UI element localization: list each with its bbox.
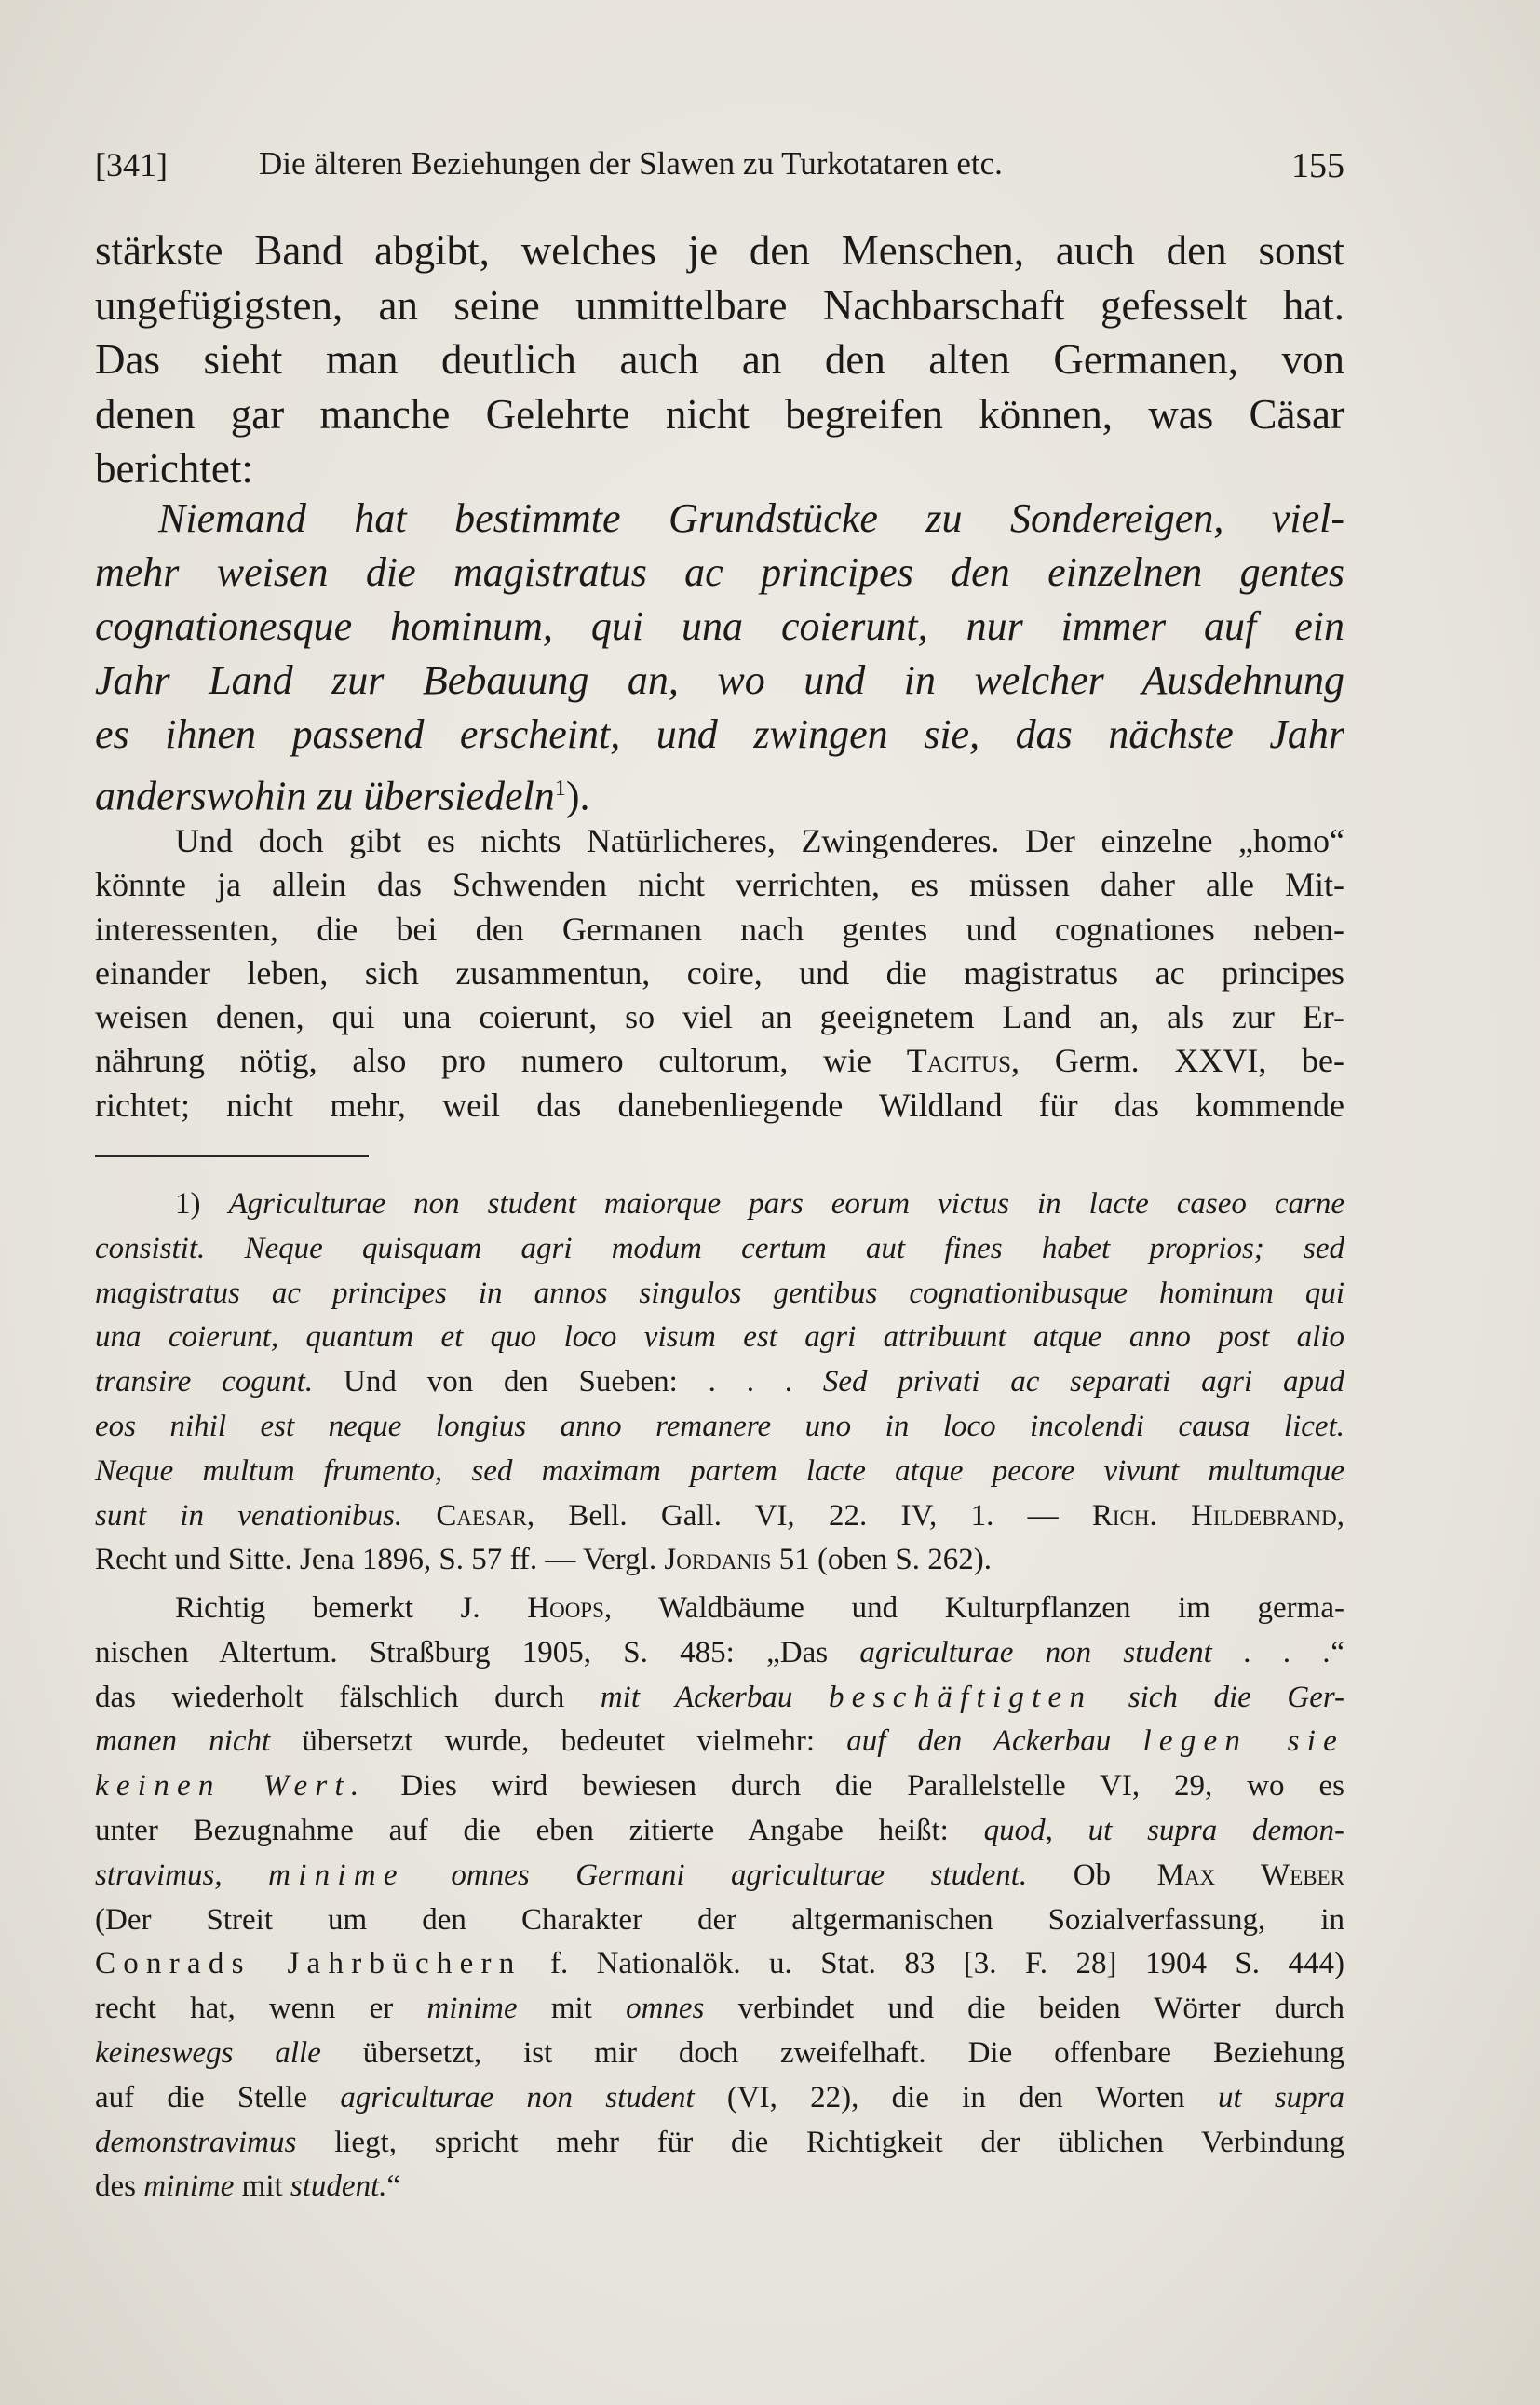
footnote-line: eos nihil est neque longius anno remanere uno in loco incolendi causa licet. xyxy=(95,1409,1344,1443)
footnote-continuation xyxy=(95,1587,1344,2209)
text-run: “ xyxy=(1331,1635,1345,1669)
text-run: “ xyxy=(386,2169,401,2204)
footnote-line: magistratus ac principes in annos singulos gentibus cognationibusque hominum qui xyxy=(95,1276,1344,1310)
quote-line xyxy=(95,762,1344,824)
text-run: auf die Stelle xyxy=(95,2080,308,2115)
latin-text: quod, ut supra demon- xyxy=(983,1813,1344,1847)
main-paragraph xyxy=(95,223,1344,496)
text-run: liegt, spricht mehr für die Richtigkeit der üblichen Verbindung xyxy=(334,2125,1344,2159)
latin-text: Sed privati ac separati agri apud xyxy=(822,1365,1345,1399)
text-run: übersetzt wurde, bedeutet vielmehr: xyxy=(302,1724,815,1759)
page-number: 155 xyxy=(1291,146,1344,185)
text-run: nährung nötig, also pro numero cultorum, wie xyxy=(95,1042,872,1080)
latin-text: Agriculturae non student maiorque pars eorum victus in lacte caseo carne xyxy=(228,1187,1344,1221)
footnote-line xyxy=(95,2076,1344,2121)
text-line: berichtet: xyxy=(95,445,253,492)
spaced-italic-text: keinen Wert. xyxy=(95,1769,367,1804)
quote-end: ). xyxy=(565,773,590,819)
text-run: mit xyxy=(550,1992,592,2026)
spaced-italic-text: minime xyxy=(268,1858,405,1892)
footnote-1 xyxy=(95,1182,1344,1583)
text-run: übersetzt, ist mir doch zweifelhaft. Die offenbare Beziehung xyxy=(362,2035,1345,2070)
footnote-reference[interactable]: 1 xyxy=(554,776,566,801)
text-run: mit xyxy=(241,2169,283,2204)
text-run: , Germ. XXVI, be- xyxy=(1011,1042,1345,1080)
footnote-line xyxy=(95,2121,1344,2166)
latin-text: omnes Germani agriculturae student. xyxy=(451,1858,1028,1892)
italic-text: auf den Ackerbau xyxy=(846,1724,1112,1759)
latin-text: demonstravimus xyxy=(95,2125,297,2159)
footnote-line xyxy=(95,1182,1344,1227)
caesar-quotation xyxy=(95,492,1344,824)
text-line: ungefügigsten, an seine unmittelbare Nachbarschaft gefesselt hat. xyxy=(95,281,1344,329)
text-line xyxy=(95,1039,1344,1083)
italic-text: mit Ackerbau xyxy=(600,1680,793,1714)
latin-text: agriculturae non student xyxy=(340,2080,695,2115)
footnote-line: consistit. Neque quisquam agri modum certum aut fines habet proprios; sed xyxy=(95,1231,1344,1265)
text-run: , Waldbäume und Kulturpflanzen im germa- xyxy=(603,1591,1344,1625)
author-name: Caesar xyxy=(436,1498,527,1533)
latin-text: ut supra xyxy=(1217,2080,1345,2115)
text-line: könnte ja allein das Schwenden nicht verrichten, es müssen daher alle Mit- xyxy=(95,866,1344,904)
text-run: das wiederholt fälschlich durch xyxy=(95,1680,565,1714)
text-run: Dies wird bewiesen durch die Parallelstelle VI, 29, wo es xyxy=(400,1769,1344,1804)
quote-text: anderswohin zu übersiedeln xyxy=(95,773,555,819)
text-run: verbindet und die beiden Wörter durch xyxy=(737,1992,1345,2026)
author-name: Hoops xyxy=(527,1591,604,1625)
footnote-line: Neque multum frumento, sed maximam partem lacte atque pecore vivunt multumque xyxy=(95,1453,1344,1488)
footnote-line xyxy=(95,1587,1344,1631)
text-line: Das sieht man deutlich auch an den alten Germanen, von xyxy=(95,336,1344,383)
text-run: Recht und Sitte. Jena 1896, S. 57 ff. — Vergl. xyxy=(95,1543,657,1577)
footnote-line xyxy=(95,1720,1344,1764)
page-header xyxy=(95,140,1344,196)
spaced-italic-text: beschäftigten xyxy=(828,1680,1093,1714)
footnote-line xyxy=(95,1764,1344,1809)
quote-line: Niemand hat bestimmte Grundstücke zu Sondereigen, viel- xyxy=(158,495,1344,541)
text-line: Und doch gibt es nichts Natürlicheres, Zwingenderes. Der einzelne „homo“ xyxy=(175,822,1344,859)
bracketed-page-number: [341] xyxy=(95,146,168,183)
text-run: nischen Altertum. Straßburg 1905, S. 485: „Das xyxy=(95,1635,829,1669)
footnote-line xyxy=(95,2032,1344,2076)
footnote-line xyxy=(95,1987,1344,2032)
latin-text: omnes xyxy=(626,1992,705,2026)
quote-line: cognationesque hominum, qui una coierunt, nur immer auf ein xyxy=(95,603,1344,649)
text-run: Ob xyxy=(1073,1858,1112,1892)
second-paragraph xyxy=(95,819,1344,1128)
quote-line: es ihnen passend erscheint, und zwingen sie, das nächste Jahr xyxy=(95,711,1344,757)
text-run: recht hat, wenn er xyxy=(95,1992,394,2026)
quote-line: Jahr Land zur Bebauung an, wo und in welcher Ausdehnung xyxy=(95,657,1344,703)
latin-text: stravimus, xyxy=(95,1858,223,1892)
footnote-line xyxy=(95,1360,1344,1405)
author-name: Tacitus xyxy=(906,1042,1012,1080)
text-line: weisen denen, qui una coierunt, so viel an geeignetem Land an, als zur Er- xyxy=(95,998,1344,1036)
latin-text: student. xyxy=(290,2169,387,2204)
text-line: richtet; nicht mehr, weil das danebenliegende Wildland für das kommende xyxy=(95,1086,1344,1124)
text-run: Richtig bemerkt J. xyxy=(175,1591,480,1625)
text-run: (VI, 22), die in den Worten xyxy=(726,2080,1185,2115)
text-line: stärkste Band abgibt, welches je den Menschen, auch den sonst xyxy=(95,227,1344,274)
text-run: f. Nationalök. u. Stat. 83 [3. F. 28] 1904 S. 444) xyxy=(549,1947,1344,1981)
footnote-line xyxy=(95,1854,1344,1898)
footnote-line xyxy=(95,1942,1344,1987)
footnote-line xyxy=(95,1494,1344,1539)
latin-text: transire cogunt. xyxy=(95,1365,314,1399)
text-run: Und von den Sueben: . . . xyxy=(344,1365,793,1399)
italic-text: sich die Ger- xyxy=(1128,1680,1345,1714)
footnote-line xyxy=(95,1538,1344,1583)
italic-text: keineswegs alle xyxy=(95,2035,321,2070)
footnote-line xyxy=(95,1676,1344,1721)
latin-text: minime xyxy=(426,1992,518,2026)
text-run: , Bell. Gall. VI, 22. IV, 1. — xyxy=(526,1498,1059,1533)
author-name: Jordanis xyxy=(664,1543,772,1577)
italic-text: manen nicht xyxy=(95,1724,271,1759)
text-run: unter Bezugnahme auf die eben zitierte Angabe heißt: xyxy=(95,1813,949,1847)
footnote-line xyxy=(95,1631,1344,1676)
footnote-marker: 1) xyxy=(175,1187,201,1221)
text-line: interessenten, die bei den Germanen nach gentes und cognationes neben- xyxy=(95,910,1344,948)
latin-text: sunt in venationibus. xyxy=(95,1498,403,1533)
footnote-line: (Der Streit um den Charakter der altgermanischen Sozialverfassung, in xyxy=(95,1902,1344,1937)
text-line: denen gar manche Gelehrte nicht begreifen können, was Cäsar xyxy=(95,390,1344,438)
text-run: , xyxy=(1336,1498,1344,1533)
footnote-divider xyxy=(95,1155,369,1157)
author-name: Max Weber xyxy=(1156,1858,1345,1892)
author-name: Rich. Hildebrand xyxy=(1091,1498,1337,1533)
spaced-italic-text: legen sie xyxy=(1142,1724,1345,1759)
text-run: des xyxy=(95,2169,136,2204)
latin-text: agriculturae non student . . . xyxy=(859,1635,1331,1669)
footnote-line xyxy=(95,2165,1344,2209)
quote-line: mehr weisen die magistratus ac principes den einzelnen gentes xyxy=(95,549,1344,595)
running-title: Die älteren Beziehungen der Slawen zu Turkotataren etc. xyxy=(259,145,1003,182)
latin-text: minime xyxy=(143,2169,235,2204)
text-line: einander leben, sich zusammentun, coire, und die magistratus ac principes xyxy=(95,953,1344,992)
footnote-line xyxy=(95,1809,1344,1854)
footnote-line: una coierunt, quantum et quo loco visum est agri attribuunt atque anno post alio xyxy=(95,1320,1344,1355)
spaced-text: Conrads Jahrbüchern xyxy=(95,1947,522,1981)
text-run: 51 (oben S. 262). xyxy=(778,1543,992,1577)
